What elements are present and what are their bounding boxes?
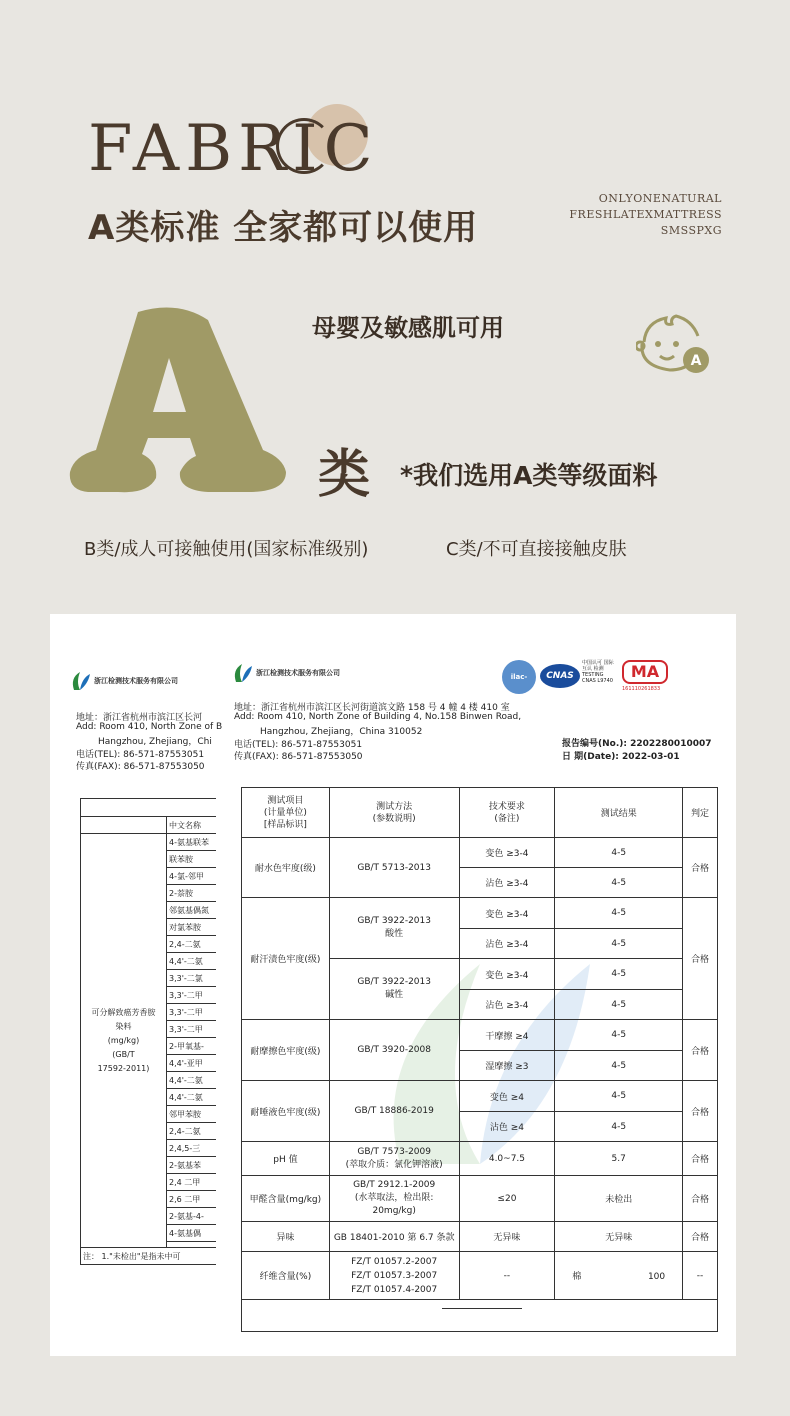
row-fiber-verdict: --: [683, 1252, 718, 1300]
cnas-logo: CNAS: [540, 664, 580, 688]
audience-text: 母婴及敏感肌可用: [312, 314, 504, 342]
row-formaldehyde-item: 甲醛含量(mg/kg): [242, 1176, 330, 1222]
back-item: 2,4-二氨: [167, 936, 217, 953]
front-company: 浙江检测技术服务有限公司: [256, 669, 340, 677]
ma-number: 161110261833: [622, 686, 661, 692]
back-tel: 电话(TEL): 86-571-87553051: [76, 750, 205, 760]
report-date: 日 期(Date): 2022-03-01: [562, 752, 680, 762]
row-ph-method1: GB/T 7573-2009: [357, 1146, 431, 1157]
front-tel: 电话(TEL): 86-571-87553051: [234, 740, 363, 750]
row-water-res1: 4-5: [555, 838, 683, 868]
row-ph-item: pH 值: [242, 1142, 330, 1176]
back-item: 4-氯-邻甲: [167, 868, 217, 885]
row-rub-method: GB/T 3920-2008: [329, 1020, 459, 1081]
row-water-res2: 4-5: [555, 868, 683, 898]
report-table: [241, 787, 718, 1332]
row-water-item: 耐水色牢度(级): [242, 838, 330, 898]
baby-face-icon: [636, 312, 712, 378]
hdr-item-2: (计量单位): [263, 807, 307, 818]
row-sweat-res3: 4-5: [555, 959, 683, 990]
back-item: 2,4 二甲: [167, 1174, 217, 1191]
front-addr-en1: Add: Room 410, North Zone of Building 4, No.158 Binwen Road,: [234, 712, 522, 722]
back-item: 2-萘胺: [167, 885, 217, 902]
test-report-image: [50, 614, 736, 1356]
lab-logo-icon-back: [70, 670, 90, 692]
hdr-method-1: 测试方法: [376, 801, 413, 812]
back-item: 2,4-二氨: [167, 1123, 217, 1140]
row-saliva-req1: 变色 ≥4: [459, 1081, 555, 1112]
ilac-logo: ilac-MRA: [502, 660, 536, 694]
back-item: 2-甲氧基-: [167, 1038, 217, 1055]
row-ph-res: 5.7: [555, 1142, 683, 1176]
row-formaldehyde-method2: (水萃取法，检出限:: [354, 1193, 434, 1203]
back-item: 4-氨基偶: [167, 1225, 217, 1242]
row-water-method: GB/T 5713-2013: [329, 838, 459, 898]
back-addr-en2: Hangzhou, Zhejiang，Chi: [98, 737, 212, 747]
row-fiber-item: 纤维含量(%): [242, 1252, 330, 1300]
back-col-header: 中文名称: [167, 817, 217, 834]
class-char: 类: [318, 445, 371, 505]
front-addr-cn: 地址：浙江省杭州市滨江区长河街道滨文路 158 号 4 幢 4 楼 410 室: [234, 703, 510, 713]
row-saliva-item: 耐唾液色牢度(级): [242, 1081, 330, 1142]
back-table-wrap: [80, 798, 216, 1290]
grade-note: *我们选用A类等级面料: [400, 461, 658, 490]
fabric-title: FABRIC: [88, 112, 379, 186]
back-group-line-5: 17592-2011): [97, 1063, 150, 1073]
row-rub-req2: 湿摩擦 ≥3: [459, 1051, 555, 1081]
row-odor-verdict: 合格: [683, 1222, 718, 1252]
row-ph-req: 4.0~7.5: [459, 1142, 555, 1176]
row-odor-method: GB 18401-2010 第 6.7 条款: [329, 1222, 459, 1252]
row-sweat-req4: 沾色 ≥3-4: [459, 990, 555, 1020]
back-item: 对氯苯胺: [167, 919, 217, 936]
back-item: 2,4,5-三: [167, 1140, 217, 1157]
row-water-verdict: 合格: [683, 838, 718, 898]
back-group-line-2: 染料: [115, 1021, 132, 1031]
hdr-method-2: (参数说明): [372, 813, 416, 824]
back-group-line-3: (mg/kg): [107, 1035, 140, 1045]
back-item: 2-氨基-4-: [167, 1208, 217, 1225]
row-sweat-verdict: 合格: [683, 898, 718, 1020]
brand-line-1: ONLYONENATURAL: [598, 192, 722, 205]
back-item: 联苯胺: [167, 851, 217, 868]
back-table: [80, 798, 216, 1265]
row-ph-verdict: 合格: [683, 1142, 718, 1176]
front-fax: 传真(FAX): 86-571-87553050: [234, 752, 363, 762]
brand-line-3: SMSSPXG: [660, 224, 722, 237]
row-sweat-res4: 4-5: [555, 990, 683, 1020]
row-odor-req: 无异味: [459, 1222, 555, 1252]
back-company: 浙江检测技术服务有限公司: [94, 677, 178, 685]
back-item: 邻氨基偶氮: [167, 902, 217, 919]
row-formaldehyde-req: ≤20: [459, 1176, 555, 1222]
hdr-item-1: 测试项目: [267, 795, 304, 806]
row-formaldehyde-method3: 20mg/kg): [372, 1206, 416, 1216]
back-item: 3,3'-二甲: [167, 1021, 217, 1038]
subtitle: A类标准 全家都可以使用: [88, 208, 479, 248]
back-item: 3,3'-二氯: [167, 970, 217, 987]
front-addr-en2: Hangzhou, Zhejiang，China 310052: [260, 727, 423, 737]
back-group-line-4: (GB/T: [112, 1049, 135, 1059]
row-sweat-res1: 4-5: [555, 898, 683, 929]
row-odor-item: 异味: [242, 1222, 330, 1252]
cnas-text: 中国认可 国际互认 检测 TESTING CNAS L9740: [582, 660, 614, 684]
row-fiber-res-value: 100: [647, 1272, 666, 1282]
brand-line-2: FRESHLATEXMATTRESS: [569, 208, 722, 221]
row-odor-res: 无异味: [555, 1222, 683, 1252]
row-sweat-method-b: GB/T 3922-2013: [357, 977, 431, 987]
row-sweat-req3: 变色 ≥3-4: [459, 959, 555, 990]
back-fax: 传真(FAX): 86-571-87553050: [76, 762, 205, 772]
back-item: 4,4'-二氨: [167, 1072, 217, 1089]
row-formaldehyde-method1: GB/T 2912.1-2009: [353, 1180, 436, 1190]
baby-badge-letter: A: [690, 353, 702, 369]
back-item: 2,6 二甲: [167, 1191, 217, 1208]
row-sweat-item: 耐汗渍色牢度(级): [242, 898, 330, 1020]
lab-logo-icon: [232, 662, 252, 684]
grade-c-text: C类/不可直接接触皮肤: [446, 539, 627, 560]
row-ph-method2: (萃取介质：氯化钾溶液): [345, 1159, 443, 1170]
hdr-req-1: 技术要求: [488, 801, 525, 812]
back-addr-cn: 地址：浙江省杭州市滨江区长河: [76, 713, 203, 723]
row-rub-verdict: 合格: [683, 1020, 718, 1081]
row-sweat-res2: 4-5: [555, 929, 683, 959]
row-sweat-req1: 变色 ≥3-4: [459, 898, 555, 929]
row-sweat-method-a: GB/T 3922-2013: [357, 916, 431, 926]
grade-b-text: B类/成人可接触使用(国家标准级别): [84, 539, 369, 560]
row-sweat-method-b2: 碱性: [385, 990, 404, 1000]
row-saliva-method: GB/T 18886-2019: [329, 1081, 459, 1142]
back-addr-en1: Add: Room 410, North Zone of B: [76, 722, 223, 732]
row-sweat-req2: 沾色 ≥3-4: [459, 929, 555, 959]
row-fiber-method2: FZ/T 01057.3-2007: [351, 1270, 438, 1281]
back-item: 3,3'-二甲: [167, 1004, 217, 1021]
row-saliva-res1: 4-5: [555, 1081, 683, 1112]
row-rub-item: 耐摩擦色牢度(级): [242, 1020, 330, 1081]
row-fiber-method1: FZ/T 01057.2-2007: [351, 1256, 438, 1267]
back-group-line-1: 可分解致癌芳香胺: [91, 1007, 156, 1017]
row-fiber-res-name: 棉: [572, 1272, 582, 1282]
back-item: 4,4'-二氨: [167, 953, 217, 970]
back-item: 邻甲苯胺: [167, 1106, 217, 1123]
row-formaldehyde-verdict: 合格: [683, 1176, 718, 1222]
hdr-verdict: 判定: [683, 788, 718, 838]
hdr-item-3: [样品标识]: [263, 819, 307, 830]
ma-logo: MA: [622, 660, 668, 684]
row-rub-req1: 干摩擦 ≥4: [459, 1020, 555, 1051]
back-item: 4-氨基联苯: [167, 834, 217, 851]
big-a-letter: [68, 300, 288, 500]
row-fiber-req: --: [459, 1252, 555, 1300]
table-end-rule: [442, 1308, 522, 1309]
row-sweat-method-a2: 酸性: [385, 929, 404, 939]
back-item: 4,4'-二氨: [167, 1089, 217, 1106]
report-number: 报告编号(No.): 2202280010007: [562, 739, 712, 749]
row-water-req2: 沾色 ≥3-4: [459, 868, 555, 898]
back-item: 3,3'-二甲: [167, 987, 217, 1004]
row-rub-res1: 4-5: [555, 1020, 683, 1051]
row-saliva-verdict: 合格: [683, 1081, 718, 1142]
back-footnote: 注： 1."未检出"是指未中可: [81, 1248, 217, 1265]
row-rub-res2: 4-5: [555, 1051, 683, 1081]
back-item: 2-氨基苯: [167, 1157, 217, 1174]
row-saliva-res2: 4-5: [555, 1112, 683, 1142]
hdr-req-2: (备注): [494, 813, 520, 824]
row-formaldehyde-res: 未检出: [555, 1176, 683, 1222]
hdr-result: 测试结果: [555, 788, 683, 838]
row-saliva-req2: 沾色 ≥4: [459, 1112, 555, 1142]
row-fiber-method3: FZ/T 01057.4-2007: [351, 1284, 438, 1295]
row-water-req1: 变色 ≥3-4: [459, 838, 555, 868]
back-item: 4,4'-亚甲: [167, 1055, 217, 1072]
